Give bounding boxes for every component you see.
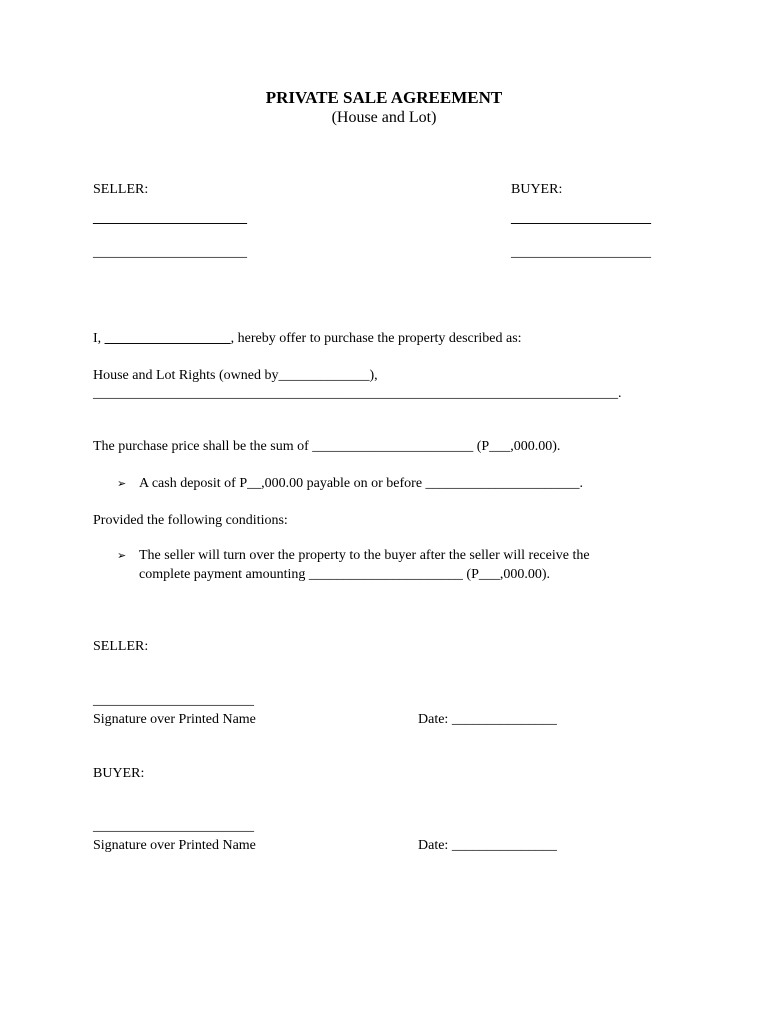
purchase-price-text: The purchase price shall be the sum of _______________________ (P___,000.00). (93, 439, 561, 454)
seller-signature-line: _______________________ (93, 693, 254, 708)
seller-date-field: Date: _______________ (418, 712, 557, 727)
document-subtitle: (House and Lot) (331, 109, 437, 126)
seller-signature-label: SELLER: (93, 639, 149, 654)
seller-signature-caption: Signature over Printed Name (93, 712, 256, 727)
condition-clause-line-1: The seller will turn over the property to the buyer after the seller will receive the (139, 548, 590, 563)
document-title: PRIVATE SALE AGREEMENT (265, 88, 503, 107)
buyer-header-label: BUYER: (511, 182, 563, 197)
buyer-signature-label: BUYER: (93, 766, 145, 781)
buyer-signature-line: _______________________ (93, 819, 254, 834)
deposit-clause: A cash deposit of P__,000.00 payable on or before ______________________. (139, 476, 584, 491)
condition-clause-line-2: complete payment amounting ______________________ (P___,000.00). (139, 567, 551, 582)
offer-prefix: I, (93, 331, 102, 346)
buyer-date-field: Date: _______________ (418, 838, 557, 853)
buyer-signature-caption: Signature over Printed Name (93, 838, 256, 853)
buyer-name-line: ____________________ (511, 211, 651, 226)
bullet-arrow-icon: ➢ (117, 477, 127, 490)
seller-header-label: SELLER: (93, 182, 149, 197)
seller-address-line: ______________________ (93, 245, 247, 260)
offer-suffix: , hereby offer to purchase the property described as: (230, 331, 522, 346)
offer-statement (93, 332, 522, 346)
conditions-heading: Provided the following conditions: (93, 513, 288, 528)
bullet-arrow-icon: ➢ (117, 549, 127, 562)
property-description-blank: ___________________________________________________________________________. (93, 386, 622, 401)
seller-name-line: ______________________ (93, 211, 247, 226)
offer-name-blank: __________________ (104, 331, 231, 346)
buyer-address-line: ____________________ (511, 245, 651, 260)
property-description: House and Lot Rights (owned by_____________), (93, 368, 378, 383)
